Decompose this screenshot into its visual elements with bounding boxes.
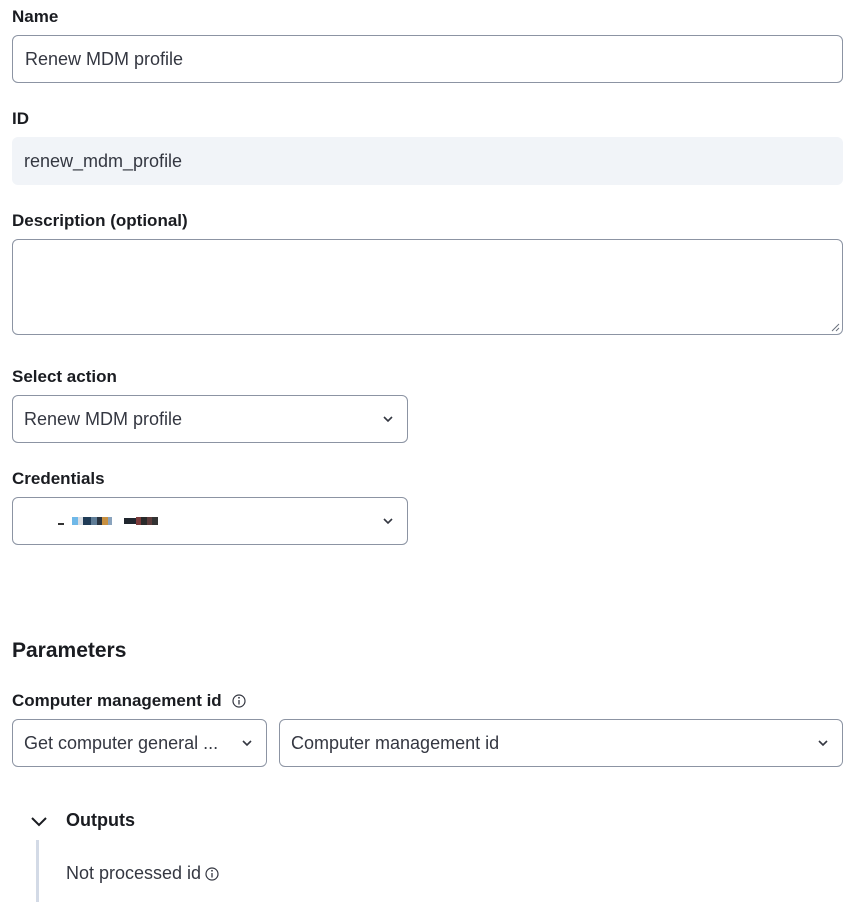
parameter-field-value: Computer management id	[291, 732, 500, 753]
description-label: Description (optional)	[12, 211, 188, 230]
chevron-down-icon	[816, 736, 830, 750]
output-item-label: Not processed id	[66, 863, 202, 883]
id-label: ID	[12, 109, 29, 128]
chevron-down-icon	[381, 412, 395, 426]
select-action-dropdown[interactable]	[12, 395, 408, 443]
credentials-dropdown[interactable]	[12, 497, 408, 545]
credentials-value	[24, 517, 381, 525]
outputs-toggle[interactable]	[30, 810, 135, 831]
id-value: renew_mdm_profile	[24, 150, 183, 171]
output-item	[66, 863, 219, 884]
select-action-value: Renew MDM profile	[24, 408, 183, 429]
credentials-label: Credentials	[12, 469, 105, 488]
info-circle-icon[interactable]	[232, 694, 246, 708]
chevron-down-icon	[381, 514, 395, 528]
id-field	[12, 137, 843, 185]
description-textarea[interactable]	[12, 239, 843, 335]
redacted-credential-name	[58, 517, 381, 525]
chevron-down-icon	[30, 812, 48, 830]
computer-management-id-label	[12, 690, 246, 712]
parameter-source-value: Get computer general ...	[24, 732, 219, 753]
name-input-value: Renew MDM profile	[25, 48, 184, 69]
parameter-field-dropdown[interactable]	[279, 719, 843, 767]
info-circle-icon[interactable]	[205, 867, 219, 881]
parameters-title: Parameters	[12, 639, 127, 662]
outputs-toggle-label: Outputs	[66, 810, 135, 830]
name-input[interactable]	[12, 35, 843, 83]
chevron-down-icon	[240, 736, 254, 750]
computer-management-id-label-text: Computer management id	[12, 691, 222, 710]
name-label: Name	[12, 7, 59, 26]
outputs-divider	[36, 840, 39, 902]
select-action-label: Select action	[12, 367, 117, 386]
resize-grip-icon[interactable]	[830, 322, 840, 332]
parameter-source-dropdown[interactable]	[12, 719, 267, 767]
